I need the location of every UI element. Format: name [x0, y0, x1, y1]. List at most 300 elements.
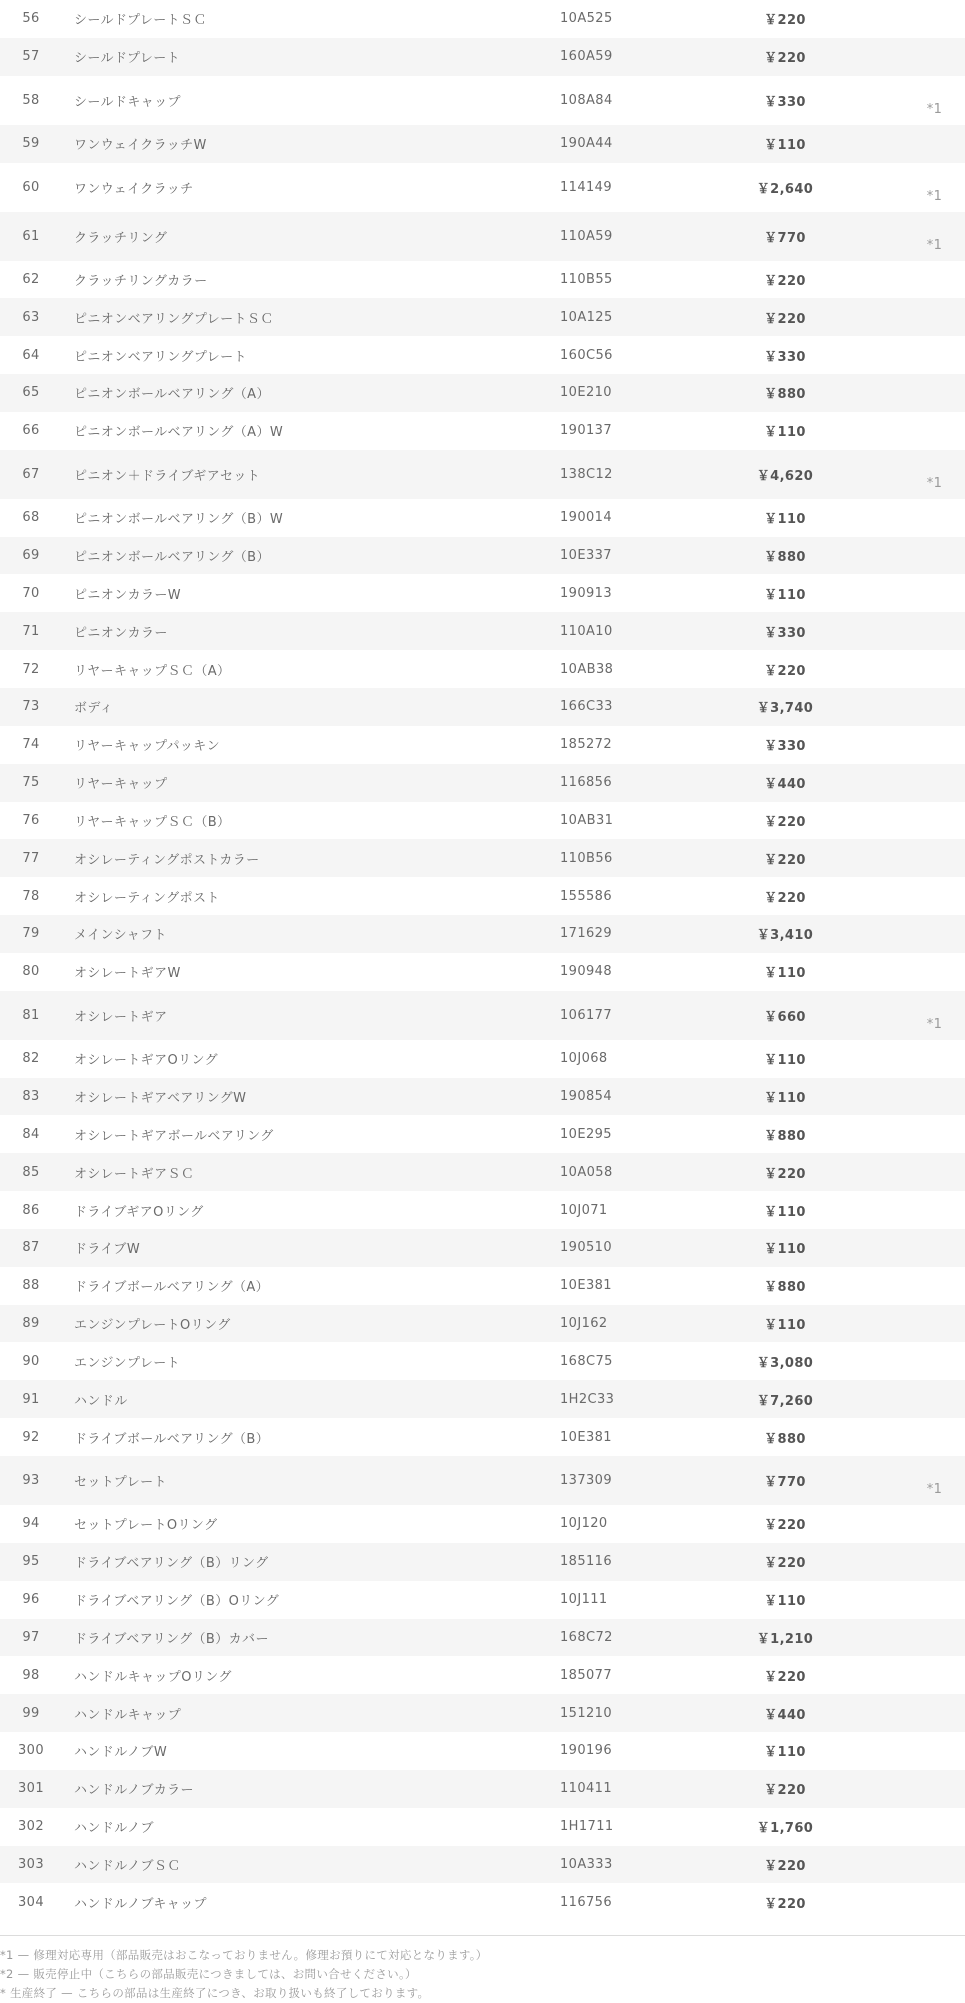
part-price: ￥110	[730, 1078, 840, 1116]
part-name: シールドキャップ	[74, 94, 181, 110]
part-note	[840, 1153, 965, 1191]
part-price: ￥110	[730, 1229, 840, 1267]
part-note	[840, 1078, 965, 1116]
part-code: 190A44	[544, 125, 730, 163]
part-code: 110B56	[544, 839, 730, 877]
part-price: ￥2,640	[756, 181, 814, 197]
note-marker: *1	[926, 1482, 943, 1497]
part-price: ￥220	[764, 1518, 806, 1534]
part-price: ￥220	[764, 273, 806, 289]
part-code: 10E337	[544, 537, 730, 575]
part-name: エンジンプレートOリング	[62, 1305, 544, 1343]
part-number: 93	[0, 1456, 62, 1505]
part-note	[840, 1581, 965, 1619]
table-row	[0, 1267, 965, 1305]
part-name: リヤーキャップＳＣ（A）	[74, 663, 231, 679]
part-note	[840, 1808, 965, 1846]
part-number: 85	[0, 1153, 62, 1191]
part-name: ピニオンカラーW	[74, 587, 182, 603]
part-price: ￥110	[764, 1204, 806, 1220]
table-row	[0, 38, 965, 76]
table-row	[0, 1732, 965, 1770]
part-note	[840, 1694, 965, 1732]
part-price: ￥4,620	[730, 450, 840, 499]
part-note	[840, 1883, 965, 1921]
part-code: 110A59	[544, 212, 730, 261]
table-row	[0, 1040, 965, 1078]
part-price: ￥7,260	[730, 1380, 840, 1418]
part-name: リヤーキャップ	[62, 764, 544, 802]
part-number: 68	[22, 510, 40, 526]
part-price: ￥3,740	[730, 688, 840, 726]
table-row	[0, 1380, 965, 1418]
table-row	[0, 374, 965, 412]
part-price: ￥330	[730, 612, 840, 650]
part-name: ハンドルキャップOリング	[74, 1669, 232, 1685]
part-code: 108A84	[560, 92, 613, 108]
table-row	[0, 953, 965, 991]
table-row	[0, 125, 965, 163]
part-note	[840, 0, 965, 38]
part-name: クラッチリング	[62, 212, 544, 261]
table-row	[0, 0, 965, 38]
part-name: セットプレートOリング	[74, 1518, 218, 1534]
part-note	[840, 877, 965, 915]
part-number: 66	[22, 423, 40, 439]
part-note	[840, 612, 965, 650]
part-price: ￥220	[730, 1846, 840, 1884]
part-code: 116756	[560, 1894, 613, 1910]
part-code: 168C72	[544, 1619, 730, 1657]
part-number: 97	[0, 1619, 62, 1657]
part-code: 10E381	[560, 1278, 612, 1294]
table-row	[0, 1619, 965, 1657]
part-code: 185272	[560, 737, 613, 753]
part-code: 106177	[544, 991, 730, 1040]
table-row	[0, 877, 965, 915]
part-number: 92	[22, 1429, 40, 1445]
part-name: ドライブベアリング（B）カバー	[62, 1619, 544, 1657]
part-price: ￥220	[764, 13, 806, 29]
table-row	[0, 298, 965, 336]
table-row	[0, 499, 965, 537]
part-number: 98	[22, 1667, 40, 1683]
part-code: 190510	[544, 1229, 730, 1267]
part-number: 89	[0, 1305, 62, 1343]
part-code: 10A125	[544, 298, 730, 336]
part-note	[840, 726, 965, 764]
part-code: 151210	[544, 1694, 730, 1732]
part-name: ピニオンベアリングプレート	[74, 349, 247, 365]
table-row	[0, 1883, 965, 1921]
part-price: ￥220	[764, 1669, 806, 1685]
part-note	[840, 125, 965, 163]
part-name: ハンドルノブカラー	[62, 1770, 544, 1808]
table-row	[0, 802, 965, 840]
part-price: ￥1,760	[756, 1821, 814, 1837]
part-code: 110B55	[560, 271, 613, 287]
part-number: 69	[0, 537, 62, 575]
part-code: 168C75	[560, 1353, 613, 1369]
part-note	[840, 1418, 965, 1456]
table-row	[0, 537, 965, 575]
part-code: 190196	[560, 1743, 613, 1759]
part-name: リヤーキャップパッキン	[74, 739, 220, 755]
part-name: ワンウェイクラッチW	[62, 125, 544, 163]
table-row	[0, 212, 965, 261]
part-number: 303	[0, 1846, 62, 1884]
part-note	[840, 450, 965, 499]
part-price: ￥880	[730, 374, 840, 412]
part-name: ピニオン＋ドライブギアセット	[62, 450, 544, 499]
part-note	[840, 336, 965, 374]
part-code: 171629	[544, 915, 730, 953]
part-price: ￥660	[730, 991, 840, 1040]
part-number: 83	[0, 1078, 62, 1116]
part-price: ￥440	[730, 764, 840, 802]
part-price: ￥330	[764, 94, 806, 110]
part-number: 56	[22, 11, 40, 27]
part-name: リヤーキャップＳＣ（B）	[74, 814, 231, 830]
part-name: ドライブベアリング（B）リング	[62, 1543, 544, 1581]
part-name: ハンドルノブ	[74, 1821, 154, 1837]
part-number: 79	[0, 915, 62, 953]
table-row	[0, 336, 965, 374]
part-note	[840, 1543, 965, 1581]
part-code: 160A59	[544, 38, 730, 76]
part-price: ￥110	[764, 966, 806, 982]
part-note	[840, 802, 965, 840]
part-note	[840, 688, 965, 726]
part-name: ドライブボールベアリング（B）	[74, 1431, 270, 1447]
table-row	[0, 261, 965, 299]
part-note	[840, 991, 965, 1040]
part-number: 65	[0, 374, 62, 412]
part-price: ￥880	[764, 1280, 806, 1296]
table-row	[0, 612, 965, 650]
part-code: 10E210	[544, 374, 730, 412]
part-price: ￥220	[730, 839, 840, 877]
part-price: ￥220	[730, 38, 840, 76]
part-number: 87	[0, 1229, 62, 1267]
part-number: 60	[22, 179, 40, 195]
table-row	[0, 688, 965, 726]
part-price: ￥220	[730, 1153, 840, 1191]
part-note	[840, 412, 965, 450]
table-row	[0, 1115, 965, 1153]
part-price: ￥110	[730, 125, 840, 163]
part-number: 96	[22, 1592, 40, 1608]
part-price: ￥220	[730, 1770, 840, 1808]
part-name: ハンドルノブＳＣ	[62, 1846, 544, 1884]
part-note	[840, 1505, 965, 1543]
part-note	[840, 1115, 965, 1153]
table-row	[0, 450, 965, 499]
part-note	[840, 163, 965, 212]
table-row	[0, 1342, 965, 1380]
table-row	[0, 1694, 965, 1732]
table-row	[0, 163, 965, 212]
part-number: 62	[22, 271, 40, 287]
part-number: 84	[22, 1126, 40, 1142]
table-row	[0, 726, 965, 764]
part-name: セットプレート	[62, 1456, 544, 1505]
part-code: 138C12	[544, 450, 730, 499]
part-code: 190948	[560, 964, 613, 980]
part-code: 10J120	[560, 1516, 608, 1532]
part-code: 10J162	[544, 1305, 730, 1343]
table-row	[0, 1305, 965, 1343]
part-note	[840, 1456, 965, 1505]
part-note	[840, 212, 965, 261]
part-number: 77	[0, 839, 62, 877]
part-name: オシレートギアOリング	[74, 1053, 219, 1069]
part-code: 10A058	[544, 1153, 730, 1191]
part-price: ￥110	[730, 1305, 840, 1343]
part-number: 67	[0, 450, 62, 499]
note-marker: *1	[926, 188, 943, 204]
part-code: 10A525	[560, 11, 613, 27]
part-code: 10J111	[560, 1592, 608, 1608]
part-number: 74	[22, 737, 40, 753]
part-number: 90	[22, 1353, 40, 1369]
part-name: ボディ	[62, 688, 544, 726]
part-code: 190913	[560, 585, 613, 601]
note-marker: *1	[926, 1016, 943, 1032]
table-row	[0, 991, 965, 1040]
table-row	[0, 1505, 965, 1543]
part-note	[840, 1770, 965, 1808]
table-row	[0, 1808, 965, 1846]
part-name: ピニオンベアリングプレートＳＣ	[62, 298, 544, 336]
part-name: オシレートギアW	[74, 966, 181, 982]
part-name: クラッチリングカラー	[74, 273, 208, 289]
part-price: ￥110	[764, 1745, 806, 1761]
part-name: ピニオンボールベアリング（B）	[62, 537, 544, 575]
part-code: 110A10	[544, 612, 730, 650]
part-name: ピニオンボールベアリング（B）W	[74, 512, 284, 528]
note-marker: *1	[926, 101, 943, 117]
part-name: オシレーティングポスト	[74, 890, 220, 906]
table-row	[0, 915, 965, 953]
part-code: 185116	[544, 1543, 730, 1581]
part-number: 58	[22, 92, 40, 108]
part-code: 10E381	[560, 1429, 612, 1445]
part-name: エンジンプレート	[74, 1355, 181, 1371]
part-code: 10J068	[560, 1051, 608, 1067]
part-code: 114149	[560, 179, 613, 195]
table-row	[0, 1770, 965, 1808]
part-note	[840, 1619, 965, 1657]
part-price: ￥1,210	[730, 1619, 840, 1657]
part-code: 185077	[560, 1667, 613, 1683]
part-number: 70	[22, 585, 40, 601]
part-code: 190854	[544, 1078, 730, 1116]
part-number: 86	[22, 1202, 40, 1218]
part-note	[840, 38, 965, 76]
table-row	[0, 650, 965, 688]
part-note	[840, 953, 965, 991]
part-code: 10J071	[560, 1202, 608, 1218]
table-row	[0, 1581, 965, 1619]
part-name: メインシャフト	[62, 915, 544, 953]
part-number: 302	[17, 1819, 44, 1835]
part-name: ドライブギアOリング	[74, 1204, 204, 1220]
part-number: 72	[22, 661, 40, 677]
part-name: ドライブボールベアリング（A）	[74, 1280, 270, 1296]
part-price: ￥3,080	[756, 1355, 814, 1371]
table-row	[0, 1191, 965, 1229]
part-price: ￥770	[730, 1456, 840, 1505]
part-code: 166C33	[544, 688, 730, 726]
part-price: ￥330	[764, 349, 806, 365]
part-name: オシレートギアベアリングW	[62, 1078, 544, 1116]
part-code: 10E295	[560, 1126, 612, 1142]
part-name: ハンドルキャップ	[62, 1694, 544, 1732]
part-code: 155586	[560, 888, 613, 904]
part-name: オシレートギアＳＣ	[62, 1153, 544, 1191]
part-number: 75	[0, 764, 62, 802]
part-note	[840, 1380, 965, 1418]
part-note	[840, 1040, 965, 1078]
part-number: 63	[0, 298, 62, 336]
part-number: 61	[0, 212, 62, 261]
table-row	[0, 1543, 965, 1581]
part-name: ピニオンカラー	[62, 612, 544, 650]
part-price: ￥220	[730, 298, 840, 336]
part-note	[840, 915, 965, 953]
part-price: ￥220	[764, 1896, 806, 1912]
part-price: ￥440	[730, 1694, 840, 1732]
part-price: ￥220	[764, 890, 806, 906]
part-price: ￥110	[764, 1053, 806, 1069]
part-note	[840, 298, 965, 336]
part-name: オシレーティングポストカラー	[62, 839, 544, 877]
part-number: 64	[22, 347, 40, 363]
table-row	[0, 76, 965, 125]
part-price: ￥220	[730, 1543, 840, 1581]
table-row	[0, 1656, 965, 1694]
table-row	[0, 1456, 965, 1505]
table-row	[0, 574, 965, 612]
table-row	[0, 1846, 965, 1884]
part-name: オシレートギアボールベアリング	[74, 1128, 274, 1144]
part-number: 300	[17, 1743, 44, 1759]
part-code: 116856	[544, 764, 730, 802]
part-note	[840, 839, 965, 877]
part-number: 59	[0, 125, 62, 163]
table-row	[0, 764, 965, 802]
part-note	[840, 764, 965, 802]
table-row	[0, 1418, 965, 1456]
part-note	[840, 1732, 965, 1770]
footnote-1: *1 — 修理対応専用（部品販売はおこなっておりません。修理お預りにて対応となります。）	[0, 1948, 488, 1963]
note-marker: *1	[926, 237, 943, 253]
part-number: 88	[22, 1278, 40, 1294]
part-code: 160C56	[560, 347, 613, 363]
part-price: ￥3,410	[730, 915, 840, 953]
part-price: ￥220	[764, 663, 806, 679]
part-code: 110411	[544, 1770, 730, 1808]
part-number: 78	[22, 888, 40, 904]
table-row	[0, 1078, 965, 1116]
part-note	[840, 537, 965, 575]
footnotes	[0, 1936, 965, 2003]
part-number: 91	[0, 1380, 62, 1418]
part-number: 80	[22, 964, 40, 980]
part-code: 190014	[560, 510, 613, 526]
part-code: 10A333	[544, 1846, 730, 1884]
part-name: ピニオンボールベアリング（A）W	[74, 425, 284, 441]
part-note	[840, 1229, 965, 1267]
part-price: ￥880	[764, 1431, 806, 1447]
part-price: ￥110	[764, 587, 806, 603]
part-name: シールドプレートＳＣ	[74, 13, 207, 29]
part-number: 57	[0, 38, 62, 76]
part-number: 94	[22, 1516, 40, 1532]
part-number: 81	[0, 991, 62, 1040]
part-price: ￥880	[764, 1128, 806, 1144]
part-price: ￥330	[764, 739, 806, 755]
part-price: ￥880	[730, 537, 840, 575]
footnote-2: *2 — 販売停止中（こちらの部品販売につきましては、お問い合せください。）	[0, 1967, 417, 1982]
note-marker: *1	[926, 475, 943, 491]
part-note	[840, 574, 965, 612]
part-note	[840, 1846, 965, 1884]
part-number: 76	[22, 812, 40, 828]
part-price: ￥110	[764, 1594, 806, 1610]
part-price: ￥770	[730, 212, 840, 261]
part-note	[840, 1656, 965, 1694]
part-price: ￥110	[764, 512, 806, 528]
footnote-3: * 生産終了 — こちらの部品は生産終了につき、お取り扱いも終了しております。	[0, 1986, 430, 2001]
part-name: オシレートギア	[62, 991, 544, 1040]
part-name: ハンドルノブW	[74, 1745, 168, 1761]
part-note	[840, 1267, 965, 1305]
part-code: 1H2C33	[544, 1380, 730, 1418]
part-name: シールドプレート	[62, 38, 544, 76]
table-row	[0, 839, 965, 877]
part-number: 73	[0, 688, 62, 726]
part-note	[840, 1305, 965, 1343]
part-name: ハンドル	[62, 1380, 544, 1418]
part-name: ワンウェイクラッチ	[74, 181, 194, 197]
part-name: ピニオンボールベアリング（A）	[62, 374, 544, 412]
part-code: 190137	[560, 423, 613, 439]
part-price: ￥110	[764, 425, 806, 441]
part-code: 1H1711	[560, 1819, 614, 1835]
part-number: 304	[17, 1894, 44, 1910]
part-note	[840, 499, 965, 537]
part-name: ドライブベアリング（B）Oリング	[74, 1594, 280, 1610]
part-number: 71	[0, 612, 62, 650]
part-note	[840, 650, 965, 688]
part-number: 95	[0, 1543, 62, 1581]
part-code: 10AB38	[560, 661, 614, 677]
part-note	[840, 1191, 965, 1229]
table-row	[0, 412, 965, 450]
part-number: 301	[0, 1770, 62, 1808]
table-row	[0, 1153, 965, 1191]
part-note	[840, 76, 965, 125]
table-row	[0, 1229, 965, 1267]
part-number: 99	[0, 1694, 62, 1732]
part-code: 10AB31	[560, 812, 614, 828]
part-price: ￥220	[764, 814, 806, 830]
part-code: 137309	[544, 1456, 730, 1505]
part-name: ドライブW	[62, 1229, 544, 1267]
part-number: 82	[22, 1051, 40, 1067]
